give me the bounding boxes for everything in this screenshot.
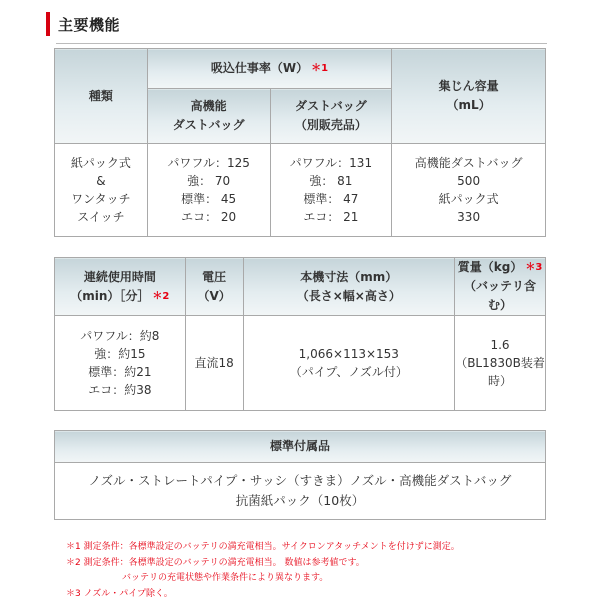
title-divider bbox=[56, 43, 547, 44]
cell-dimensions: 1,066×113×153 （パイプ、ノズル付） bbox=[243, 316, 455, 411]
cell-capacity: 高機能ダストバッグ 500 紙パック式 330 bbox=[392, 144, 546, 237]
header-type: 種類 bbox=[55, 49, 148, 144]
cell-mass: 1.6 （BL1830B装着時） bbox=[455, 316, 546, 411]
cell-accessories: ノズル・ストレートパイプ・サッシ（すきま）ノズル・高機能ダストバッグ 抗菌紙パック（10枚） bbox=[55, 463, 546, 520]
note-mark-3: ＊3 bbox=[525, 262, 543, 273]
header-voltage: 電圧 （V） bbox=[185, 258, 243, 316]
spec-table-dimensions bbox=[54, 257, 546, 411]
note-mark-1: ＊1 bbox=[311, 63, 329, 74]
note-mark-2: ＊2 bbox=[152, 290, 170, 302]
cell-power-high-performance: パワフル：125 強： 70 標準： 45 エコ： 20 bbox=[147, 144, 270, 237]
footnote-2-continued: バッテリの充電状態や作業条件により異なります。 bbox=[122, 573, 329, 583]
page-title: 主要機能 bbox=[58, 15, 121, 34]
title-accent-bar bbox=[46, 12, 50, 36]
footnote-2: ＊2 測定条件：各標準設定のバッテリの満充電相当。 数値は参考値です。 bbox=[66, 557, 365, 568]
header-capacity: 集じん容量 （mL） bbox=[392, 49, 546, 144]
cell-power-dust-bag: パワフル：131 強： 81 標準： 47 エコ： 21 bbox=[270, 144, 392, 237]
footnote-3: ＊3 ノズル・パイプ除く。 bbox=[66, 588, 173, 599]
spec-table-accessories bbox=[54, 430, 546, 520]
cell-runtime: パワフル：約8 強：約15 標準：約21 エコ：約38 bbox=[55, 316, 186, 411]
header-mass: 質量（kg） $^{*3}$ （バッテリ含む） bbox=[455, 258, 546, 316]
spec-table-suction bbox=[54, 48, 546, 237]
header-runtime: 連続使用時間 （min）［分］ $^{*2}$ bbox=[55, 258, 186, 316]
header-suction-power: 吸込仕事率（W） $^{*1}$ bbox=[147, 49, 391, 89]
cell-type: 紙パック式 & ワンタッチ スイッチ bbox=[55, 144, 148, 237]
header-dimensions: 本機寸法（mm） （長さ×幅×高さ） bbox=[243, 258, 455, 316]
header-dust-bag-optional: ダストバッグ （別販売品） bbox=[270, 89, 392, 144]
header-high-performance-bag: 高機能 ダストバッグ bbox=[147, 89, 270, 144]
cell-voltage: 直流18 bbox=[185, 316, 243, 411]
footnotes bbox=[66, 540, 460, 602]
section-header bbox=[46, 10, 120, 38]
footnote-1: ＊1 測定条件：各標準設定のバッテリの満充電相当。サイクロンアタッチメントを付けずに測定。 bbox=[66, 542, 460, 552]
header-accessories: 標準付属品 bbox=[55, 431, 546, 463]
